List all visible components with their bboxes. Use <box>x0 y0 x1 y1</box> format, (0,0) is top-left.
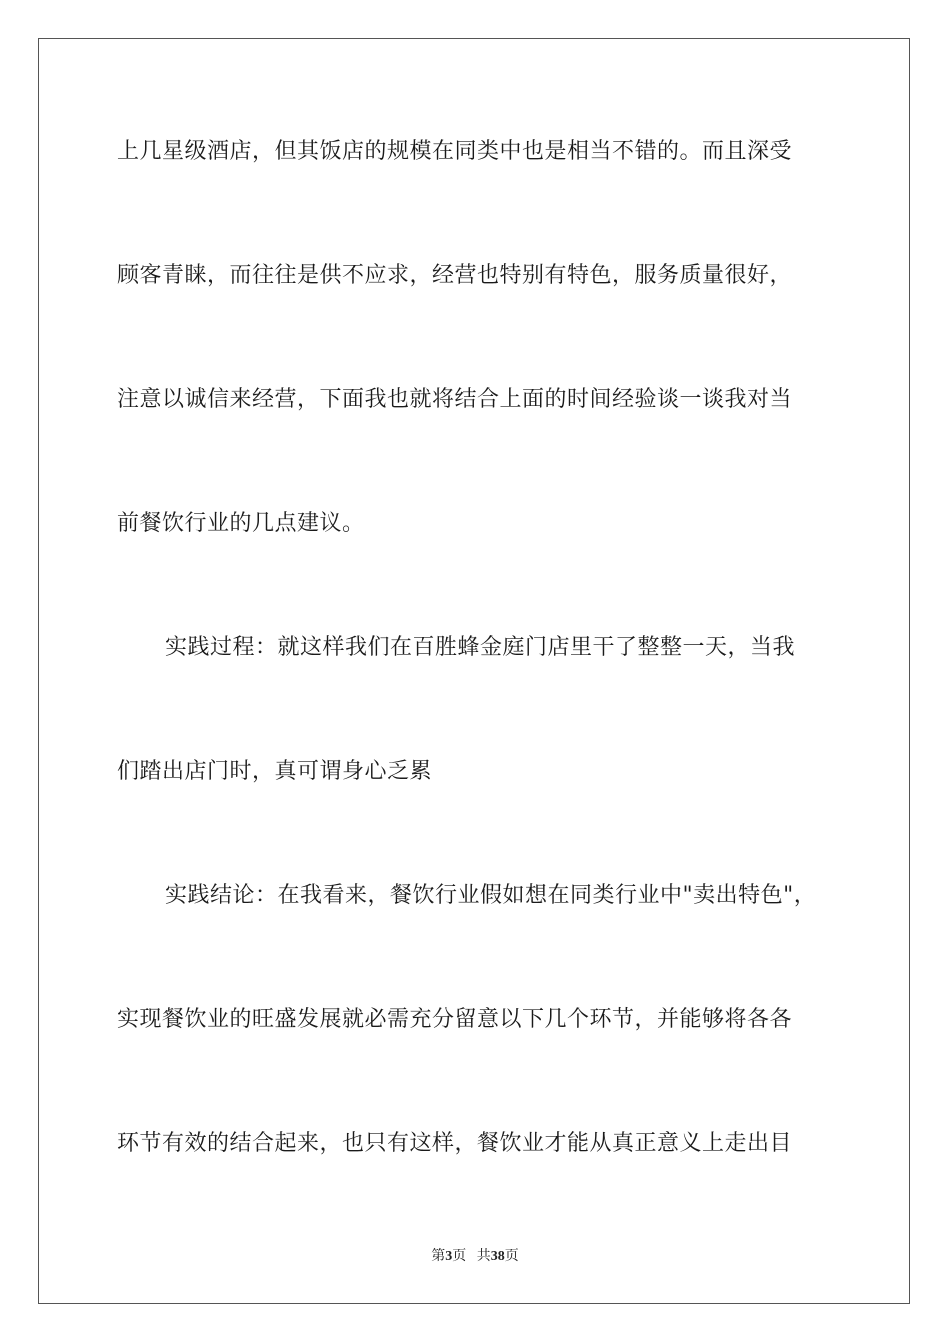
page-border <box>38 38 910 1304</box>
paragraph-line: 实践结论：在我看来，餐饮行业假如想在同类行业中"卖出特色"， <box>165 883 817 908</box>
total-prefix: 共 <box>476 1249 491 1264</box>
total-pages: 38 <box>490 1249 505 1264</box>
page-prefix: 第 <box>431 1249 446 1264</box>
page-footer <box>0 1248 950 1266</box>
paragraph-line: 上几星级酒店，但其饭店的规模在同类中也是相当不错的。而且深受 <box>117 139 793 164</box>
paragraph-line: 顾客青睐，而往往是供不应求，经营也特别有特色，服务质量很好， <box>117 263 793 288</box>
page-suffix: 页 <box>452 1249 467 1264</box>
paragraph-line: 实现餐饮业的旺盛发展就必需充分留意以下几个环节，并能够将各各 <box>117 1007 793 1032</box>
paragraph-line: 实践过程：就这样我们在百胜蜂金庭门店里干了整整一天，当我 <box>165 635 796 660</box>
total-suffix: 页 <box>504 1249 519 1264</box>
page-number: 3 <box>445 1249 453 1264</box>
paragraph-line: 们踏出店门时，真可谓身心乏累 <box>117 759 433 784</box>
paragraph-line: 注意以诚信来经营，下面我也就将结合上面的时间经验谈一谈我对当 <box>117 387 793 412</box>
paragraph-line: 环节有效的结合起来，也只有这样，餐饮业才能从真正意义上走出目 <box>117 1131 793 1156</box>
paragraph-line: 前餐饮行业的几点建议。 <box>117 511 365 536</box>
